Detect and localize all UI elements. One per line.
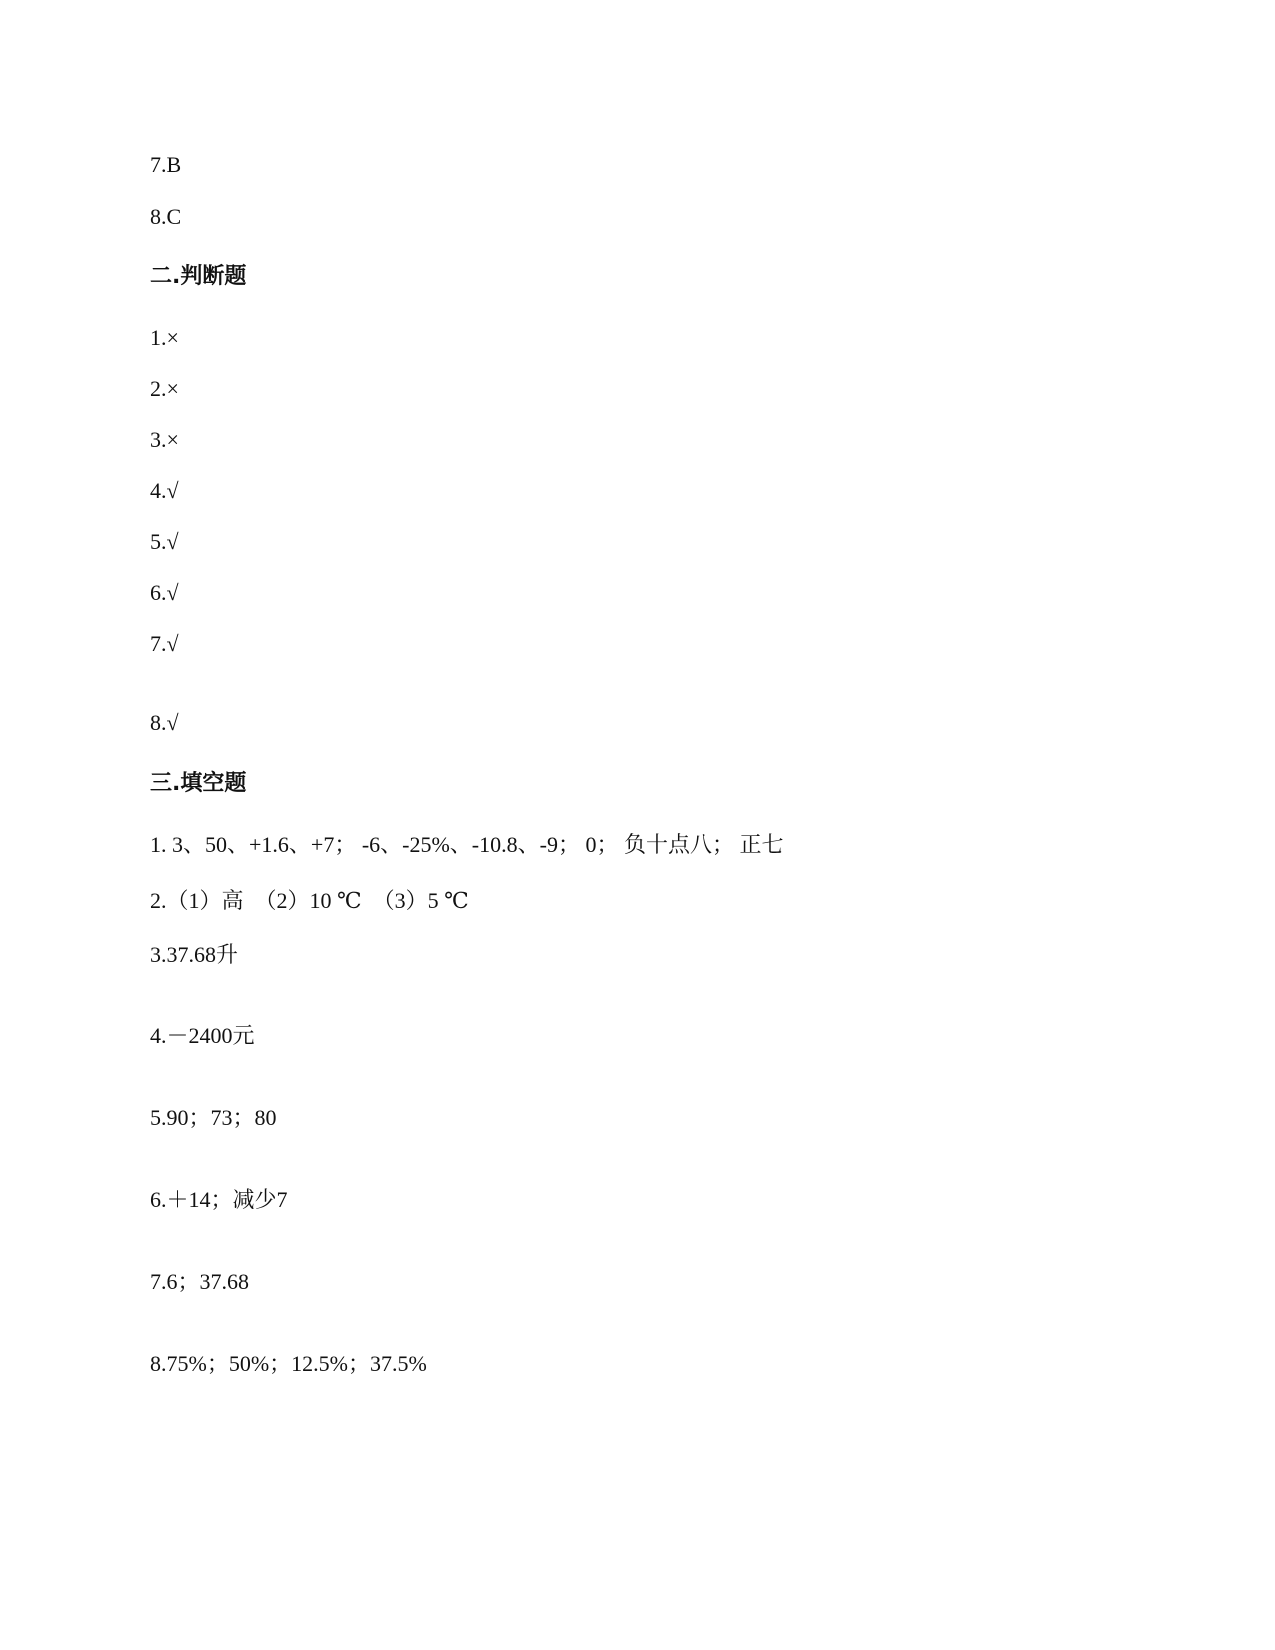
judgment-answer: 1.×: [150, 325, 179, 350]
fill-in-answer: 2.（1）高 （2）10 ℃ （3）5 ℃: [150, 888, 469, 913]
judgment-answer: 3.×: [150, 427, 179, 452]
fill-in-answer: 1. 3、50、+1.6、+7； -6、-25%、-10.8、-9； 0； 负十点八； 正七: [150, 832, 784, 857]
section-heading-judgment: 二.判断题: [150, 264, 247, 289]
fill-in-answer: 5.90；73；80: [150, 1105, 277, 1130]
fill-in-answer: 3.37.68升: [150, 942, 239, 967]
judgment-answer: 8.√: [150, 710, 179, 735]
answer-line: 8.C: [150, 204, 182, 229]
section-heading-fill-in: 三.填空题: [150, 771, 247, 796]
judgment-answer: 5.√: [150, 529, 179, 554]
fill-in-answer: 6.＋14；减少7: [150, 1187, 288, 1212]
judgment-answer: 2.×: [150, 376, 179, 401]
fill-in-answer: 7.6；37.68: [150, 1269, 250, 1294]
judgment-answer: 4.√: [150, 478, 179, 503]
judgment-answer: 7.√: [150, 631, 179, 656]
answer-line: 7.B: [150, 152, 182, 177]
fill-in-answer: 4.－2400元: [150, 1023, 255, 1048]
fill-in-answer: 8.75%；50%；12.5%；37.5%: [150, 1351, 427, 1376]
judgment-answer: 6.√: [150, 580, 179, 605]
